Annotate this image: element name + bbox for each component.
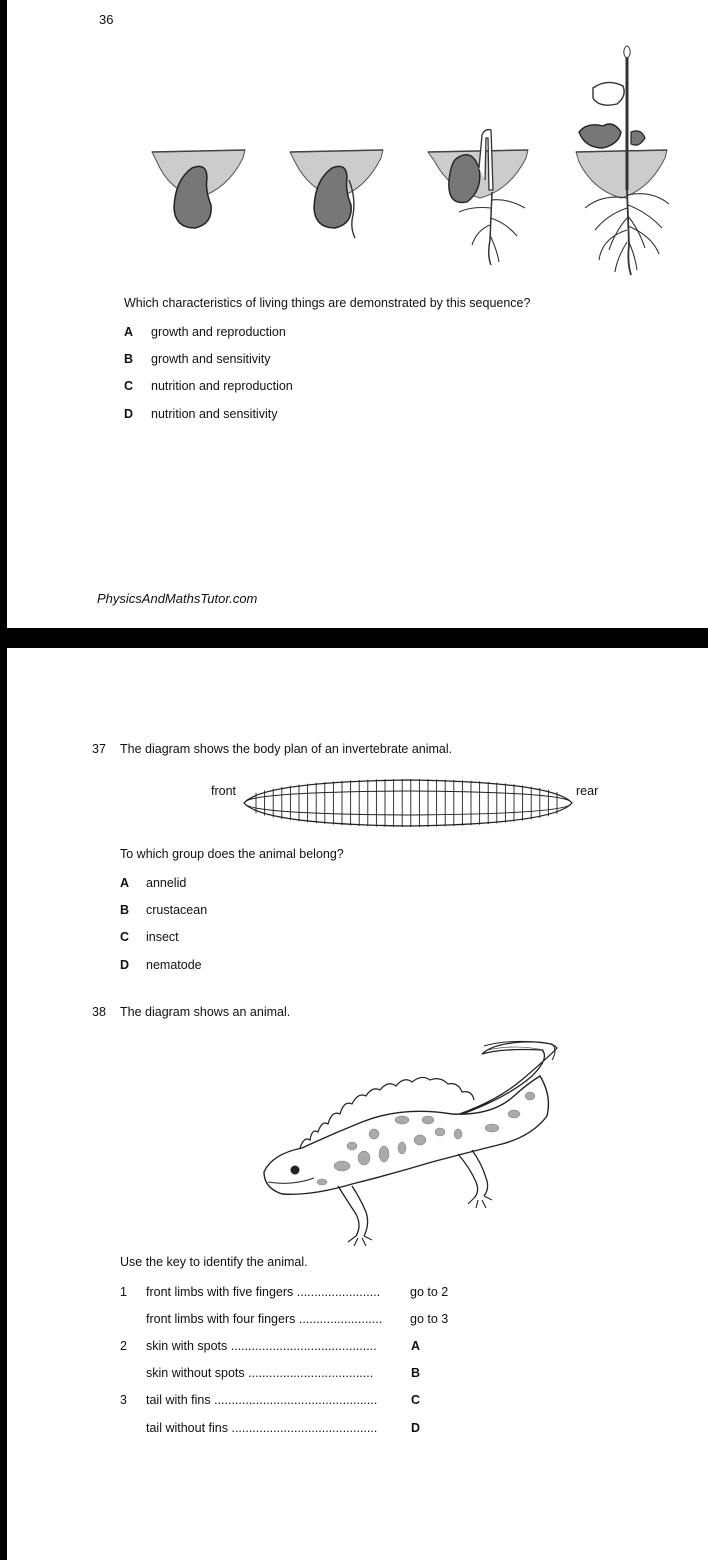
key-row-3-num: 2: [120, 1339, 127, 1353]
page-1: [7, 0, 708, 628]
page-footer: PhysicsAndMathsTutor.com: [97, 591, 258, 606]
q37-option-b-text: crustacean: [146, 903, 208, 917]
seed-stage-4: [576, 46, 669, 275]
seed-stage-1: [152, 150, 245, 228]
q37-question: To which group does the animal belong?: [120, 847, 344, 861]
q36-option-c-text: nutrition and reproduction: [151, 379, 293, 393]
q38-intro: The diagram shows an animal.: [120, 1005, 291, 1019]
q37-option-d-text: nematode: [146, 958, 202, 972]
germination-sequence-diagram: [147, 40, 687, 285]
q37-option-a-letter: A: [120, 876, 130, 890]
key-row-6-result: D: [411, 1421, 421, 1435]
key-row-6-text: tail without fins ..........................................: [146, 1421, 378, 1435]
q38-key-intro: Use the key to identify the animal.: [120, 1255, 308, 1269]
q36-option-b-letter: B: [124, 352, 134, 366]
q36-option-d-text: nutrition and sensitivity: [151, 407, 278, 421]
key-row-1-result: go to 2: [410, 1285, 449, 1299]
key-row-1-num: 1: [120, 1285, 127, 1299]
key-row-4-result: B: [411, 1366, 421, 1380]
newt-diagram: [252, 1036, 572, 1246]
q36-option-b-text: growth and sensitivity: [151, 352, 271, 366]
key-row-5-result: C: [411, 1393, 421, 1407]
q37-option-a-text: annelid: [146, 876, 187, 890]
q36-option-d-letter: D: [124, 407, 134, 421]
question-number-36: 36: [99, 12, 114, 27]
question-number-37: 37: [92, 742, 106, 756]
key-row-2-text: front limbs with four fingers ........................: [146, 1312, 383, 1326]
key-row-2-result: go to 3: [410, 1312, 449, 1326]
question-number-38: 38: [92, 1005, 106, 1019]
q37-option-d-letter: D: [120, 958, 130, 972]
q37-option-b-letter: B: [120, 903, 130, 917]
key-row-5-num: 3: [120, 1393, 127, 1407]
key-row-3-text: skin with spots ..........................................: [146, 1339, 377, 1353]
seed-stage-2: [290, 150, 383, 238]
key-row-4-text: skin without spots ....................................: [146, 1366, 374, 1380]
page-2: [7, 648, 708, 1560]
key-row-5-text: tail with fins ...............................................: [146, 1393, 378, 1407]
key-row-1-text: front limbs with five fingers ........................: [146, 1285, 381, 1299]
label-rear: rear: [576, 784, 599, 798]
q37-option-c-text: insect: [146, 930, 179, 944]
label-front: front: [211, 784, 237, 798]
q37-intro: The diagram shows the body plan of an invertebrate animal.: [120, 742, 453, 756]
q36-option-a-text: growth and reproduction: [151, 325, 286, 339]
q36-option-c-letter: C: [124, 379, 134, 393]
key-row-3-result: A: [411, 1339, 421, 1353]
q37-option-c-letter: C: [120, 930, 130, 944]
worm-body-diagram: [242, 776, 574, 830]
q36-option-a-letter: A: [124, 325, 134, 339]
seed-stage-3: [428, 130, 528, 265]
q36-question: Which characteristics of living things are demonstrated by this sequence?: [124, 296, 531, 310]
